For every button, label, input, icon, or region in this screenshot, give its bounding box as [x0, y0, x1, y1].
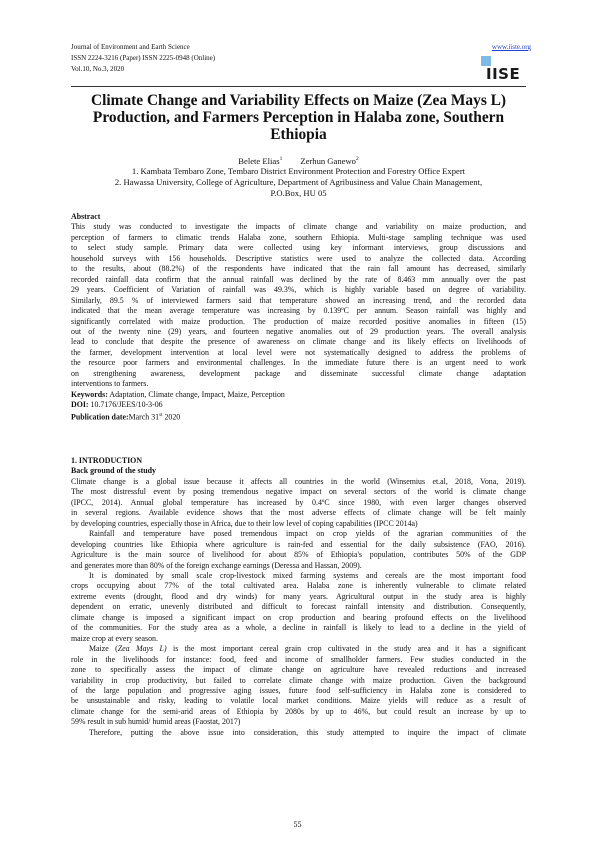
pubdate-year: 2020: [162, 412, 181, 422]
affiliation-line: P.O.Box, HU 05: [270, 188, 327, 198]
doi-line: [71, 400, 526, 410]
paragraph-line: crops occupying about 77% of the total cultivated area. Halaba zone is inherently vulnerable to climate related: [71, 581, 526, 591]
journal-name: Journal of Environment and Earth Science: [71, 43, 190, 51]
paragraph-line: It is dominated by small scale crop-livestock mixed farming systems and cereals are the most important food: [89, 570, 526, 580]
paragraph-line: dependent on erratic, unevenly distributed and difficult to forecast rainfall intensity and distribution. Consequently,: [71, 602, 526, 612]
paragraph-line: developing countries like Ethiopia where agriculture is rain-fed and essential for the daily subsistence (FAO, 2016).: [71, 539, 526, 549]
section-heading: 1. INTRODUCTION: [71, 456, 143, 465]
affiliation-line: 1. Kambata Tembaro Zone, Tembaro District Environment Protection and Forestry Office Expert: [131, 166, 466, 176]
header-rule: [71, 86, 526, 87]
paragraph-line: [71, 644, 526, 654]
journal-issn: ISSN 2224-3216 (Paper) ISSN 2225-0948 (Online): [71, 54, 216, 62]
iiste-logo: [481, 56, 525, 86]
page-number: 55: [293, 820, 302, 829]
abstract-line: 29 years. Coefficient of Variation of rainfall was 49.3%, which is highly variable based on degree of variability.: [71, 285, 526, 295]
doi-label: DOI:: [71, 400, 89, 410]
text-run: is the most important cereal grain crop cultivated in the study area and it has a significant: [166, 644, 526, 654]
abstract-line: indicated that the mean average temperature was increasing by 0.139ºC per annum. Season rainfall was highly and: [71, 306, 526, 316]
subsection-heading: Back ground of the study: [71, 466, 156, 476]
paragraph-line: 59% result in sub humid/ humid areas (Faostat, 2017): [71, 717, 241, 727]
paragraph-line: be unsustainable and risky, leading to volatile local market conditions. Maize yields will reduce as a result of: [71, 696, 526, 706]
author-affiliation-mark: 1: [279, 156, 283, 162]
abstract-line: the farmer, development intervention at local level were not systematically designed to address the problems of: [71, 347, 526, 357]
journal-volume: Vol.10, No.3, 2020: [71, 65, 125, 73]
pubdate-line: [71, 411, 526, 423]
species-name: Zea Mays L): [117, 644, 167, 654]
journal-url-link[interactable]: www.iiste.org: [491, 43, 531, 51]
abstract-heading: Abstract: [71, 212, 101, 221]
paragraph-line: maize crop at every season.: [71, 633, 158, 643]
abstract-line: interventions to farmers.: [71, 379, 149, 389]
journal-header: [71, 42, 531, 75]
paragraph-line: of the communities. For the study area as a whole, a decline in rainfall is likely to lead to a decline in the yield of: [71, 623, 526, 633]
abstract-line: recorded rainfall data confirm that the annual rainfall was declined by the rate of 8.463 mm annually over the past: [71, 274, 526, 284]
paragraph-line: The most distressful event by posing tremendous negative impact on several sectors of the world is climate change: [71, 487, 526, 497]
keywords-line: [71, 390, 526, 400]
abstract-line: to select study sample. Primary data were collected using key informant interviews, group discussions and: [71, 243, 526, 253]
pubdate-label: Publication date:: [71, 412, 129, 422]
paragraph-line: variability in crop productivity, but failed to correlate climate change with maize production. Given the background: [71, 675, 526, 685]
pubdate-text: March 31: [128, 412, 160, 422]
abstract-line: Similarly, 89.5 % of interviewed farmers said that temperature showed an increasing trend, and the recorded data: [71, 295, 526, 305]
abstract-line: household surveys with 156 households. Descriptive statistics were used to analyze the collected data. According: [71, 253, 526, 263]
abstract-line: significantly correlated with maize production. The production of maize recorded positive anomalies in fifteen (15): [71, 316, 526, 326]
paragraph-line: and generates more than 80% of the foreign exchange earnings (Deressa and Hassan, 2009).: [71, 560, 362, 570]
introduction-section: [71, 456, 526, 738]
paragraph-line: by developing countries, especially those in Africa, due to their low level of coping capabilities (IPCC 2014a): [71, 518, 418, 528]
pubdate-sup: st: [159, 412, 163, 418]
abstract-line: the resource poor farmers and environmental challenges. In the immediate future there is an urgent need to work: [71, 358, 526, 368]
abstract-line: to the results, about (88.2%) of the respondents have indicated that the rain fall amount has decreased, similarly: [71, 264, 526, 274]
paragraph-line: climate change for the semi-arid areas of Ethiopia by 2080s by up to 46%, but could result an increase by up to: [71, 706, 526, 716]
logo-text: IISE: [486, 65, 521, 83]
abstract-line: lead to conclude that despite the presence of awareness on climate change and its likely effects on livelihoods of: [71, 337, 526, 347]
keywords-label: Keywords:: [71, 389, 108, 399]
abstract-line: out of the twenty nine (29) years, and fourteen negative anomalies out of 29 production years. The overall analysis: [71, 326, 526, 336]
author-affiliation-mark: 2: [355, 156, 359, 162]
paper-title: Climate Change and Variability Effects on Maize (Zea Mays L) Production, and Farmers Perception in Halaba zone, Southern Ethiopia: [90, 92, 507, 143]
paragraph-line: Rainfall and temperature have posed tremendous impact on crop yields of the agrarian communities of the: [89, 529, 526, 539]
abstract-section: [71, 212, 526, 423]
author-name: Belete Elias: [238, 156, 280, 166]
paragraph-line: Agriculture is the main source of livelihood for about 85% of Ethiopia's population, contributes 50% of the GDP: [71, 550, 526, 560]
keywords-text: Adaptation, Climate change, Impact, Maize, Perception: [107, 389, 285, 399]
text-run: Maize (: [89, 644, 118, 654]
abstract-line: perception of farmers to climatic trends Halaba zone, southern Ethiopia. Multi-stage sampling technique was used: [71, 232, 526, 242]
affiliation-line: 2. Hawassa University, College of Agriculture, Department of Agribusiness and Value Chain Management,: [114, 177, 483, 187]
paragraph-line: (IPCC, 2014). Annual global temperature has increased by 0.4ºC since 1980, with even larger changes observed: [71, 497, 526, 507]
paragraph-line: of the large population and progressive aging issues, future food self-sufficiency in Halaba zone is considered to: [71, 685, 526, 695]
paragraph-line: in several regions. Available evidence shows that the most adverse effects of climate change will be felt mainly: [71, 508, 526, 518]
author-name: Zerhun Ganewo: [300, 156, 356, 166]
paragraph-line: role in the livelihoods for instance: food, feed and income of smallholder farmers. Few studies conducted in the: [71, 654, 526, 664]
paragraph-line: Climate change is a global issue because it affects all countries in the world (Winsemius et.al, 2018, Vona, 2019).: [71, 476, 526, 486]
paragraph-line: Therefore, putting the above issue into consideration, this study attempted to inquire the impact of climate: [89, 727, 526, 737]
doi-text: 10.7176/JEES/10-3-06: [88, 400, 163, 410]
abstract-line: on strengthening awareness, development package and disseminate successful climate change adaptation: [71, 368, 526, 378]
paragraph-line: extreme events (drought, flood and dry winds) for many years. Agricultural output in the study area is highly: [71, 591, 526, 601]
paragraph-line: climate change is imposed a significant impact on crop production and bearing profound effects on the livelihood: [71, 612, 526, 622]
paragraph-line: zone to specifically assess the impact of climate change on agriculture have revealed reductions and increased: [71, 665, 526, 675]
abstract-line: This study was conducted to investigate the impacts of climate change and variability on maize production, and: [71, 222, 526, 232]
